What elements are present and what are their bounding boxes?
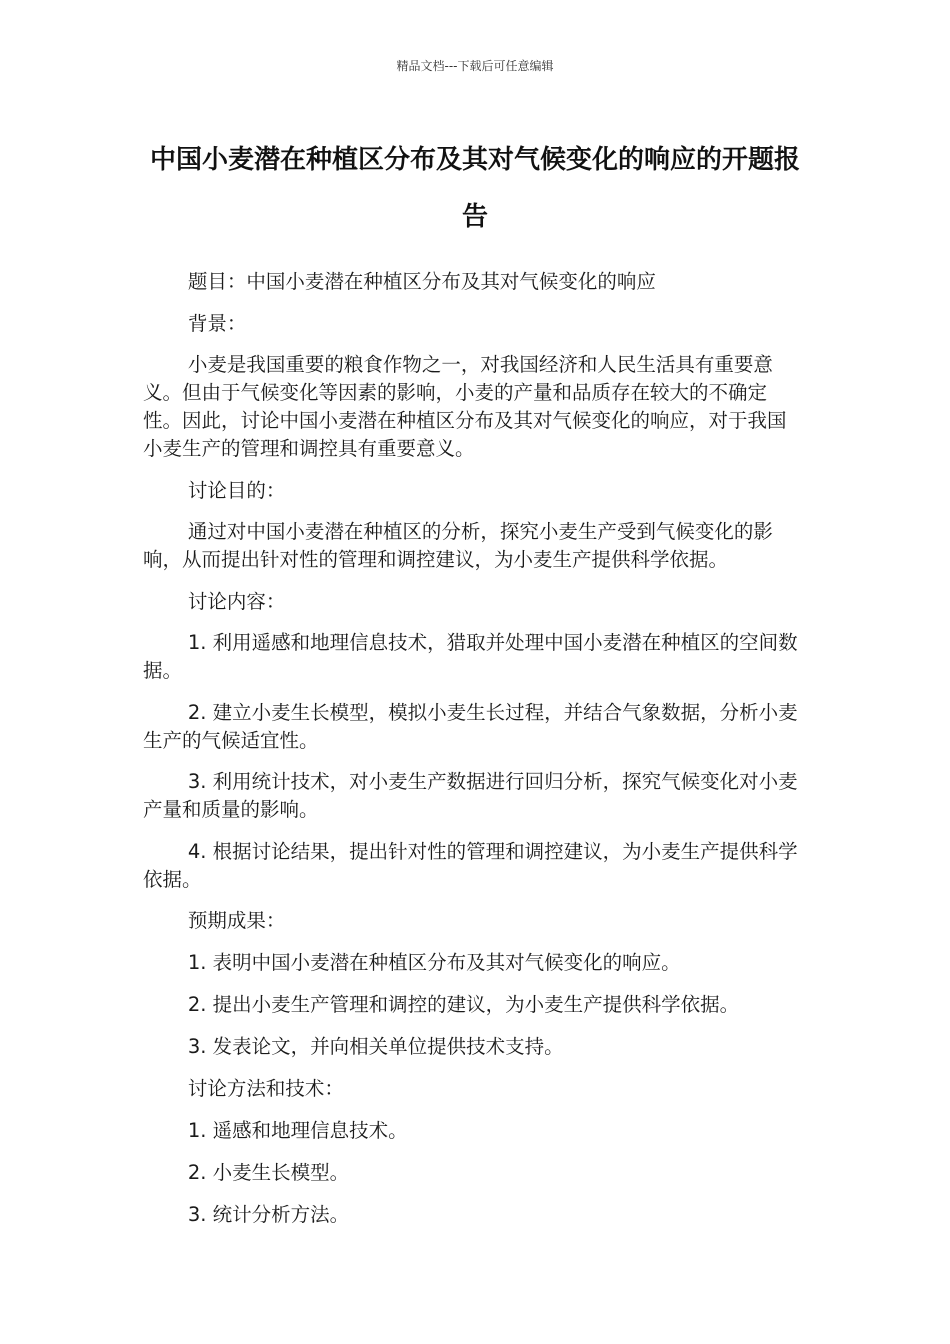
document-body bbox=[143, 268, 803, 1243]
list-item: 3. 利用统计技术，对小麦生产数据进行回归分析，探究气候变化对小麦产量和质量的影响。 bbox=[143, 770, 798, 821]
heading-purpose: 讨论目的： bbox=[187, 478, 286, 502]
list-item: 2. 小麦生长模型。 bbox=[187, 1160, 350, 1184]
list-item: 3. 统计分析方法。 bbox=[187, 1202, 350, 1226]
list-item: 3. 发表论文，并向相关单位提供技术支持。 bbox=[187, 1034, 564, 1058]
list-item: 2. 提出小麦生产管理和调控的建议，为小麦生产提供科学依据。 bbox=[187, 992, 740, 1016]
list-item: 2. 建立小麦生长模型，模拟小麦生长过程，并结合气象数据，分析小麦生产的气候适宜性。 bbox=[143, 700, 798, 752]
list-item: 1. 遥感和地理信息技术。 bbox=[187, 1118, 408, 1142]
paragraph-purpose: 通过对中国小麦潜在种植区的分析，探究小麦生产受到气候变化的影响，从而提出针对性的管理和调控建议，为小麦生产提供科学依据。 bbox=[143, 520, 773, 571]
list-item: 1. 利用遥感和地理信息技术，猎取并处理中国小麦潜在种植区的空间数据。 bbox=[143, 631, 798, 682]
header-note: 精品文档---下载后可任意编辑 bbox=[396, 59, 554, 73]
heading-expected-results: 预期成果： bbox=[187, 909, 286, 932]
heading-content: 讨论内容： bbox=[187, 589, 286, 613]
heading-background: 背景： bbox=[187, 311, 247, 335]
paragraph-topic: 题目：中国小麦潜在种植区分布及其对气候变化的响应 bbox=[187, 270, 656, 293]
document-title: 中国小麦潜在种植区分布及其对气候变化的响应的开题报告 bbox=[149, 145, 800, 232]
list-item: 4. 根据讨论结果，提出针对性的管理和调控建议，为小麦生产提供科学依据。 bbox=[143, 839, 798, 891]
paragraph-background: 小麦是我国重要的粮食作物之一，对我国经济和人民生活具有重要意义。但由于气候变化等因素的影响，小麦的产量和品质存在较大的不确定性。因此，讨论中国小麦潜在种植区分布及其对气候变化的响应，对于我国小麦生产的管理和调控具有重要意义。 bbox=[143, 353, 787, 460]
list-item: 1. 表明中国小麦潜在种植区分布及其对气候变化的响应。 bbox=[187, 950, 681, 974]
heading-methods: 讨论方法和技术： bbox=[187, 1076, 344, 1100]
